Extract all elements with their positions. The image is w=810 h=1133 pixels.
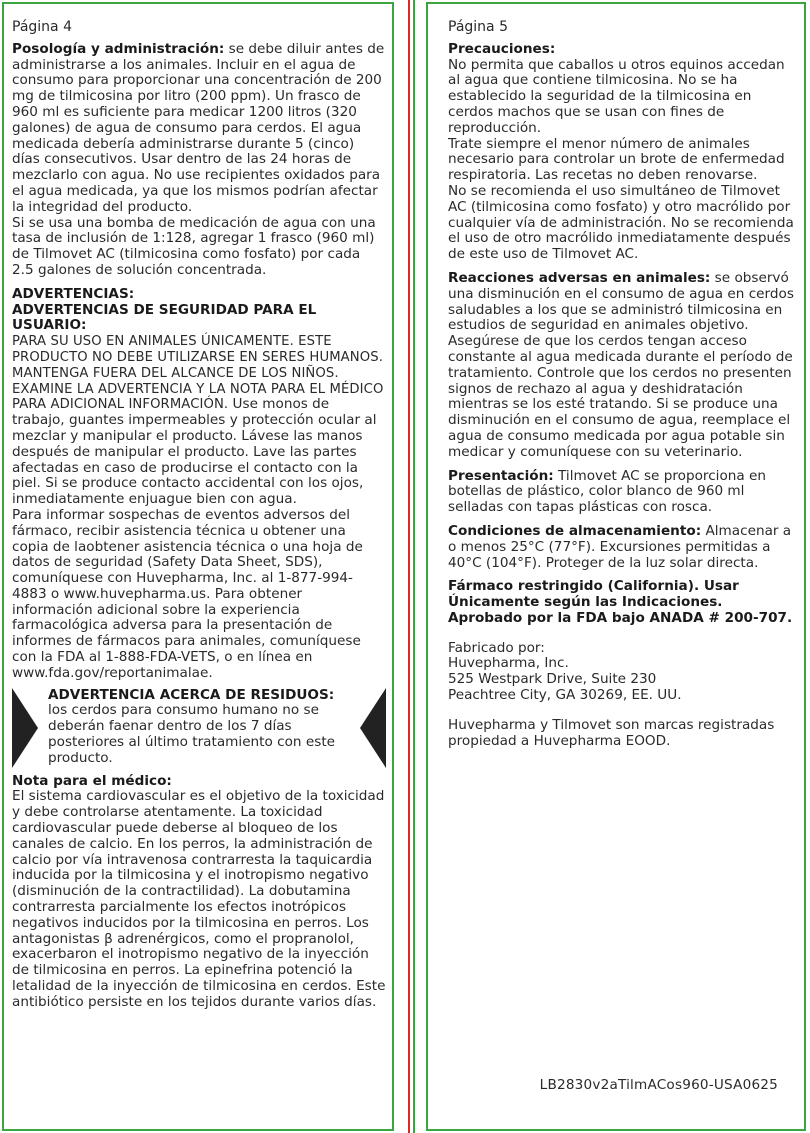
- dosage-heading: Posología y administración:: [12, 40, 225, 57]
- presentation-heading: Presentación:: [448, 467, 554, 484]
- precautions-paragraph-2: Trate siempre el menor número de animales necesario para controlar un brote de enfermedad respiratoria. Las recetas no deben renovarse.: [448, 135, 785, 184]
- divider-red-line: [408, 0, 410, 1133]
- page-4-panel: [2, 2, 394, 1131]
- page-4-label: Página 4: [12, 19, 72, 35]
- physician-heading: Nota para el médico:: [12, 772, 172, 789]
- arrow-right-icon: [360, 688, 386, 768]
- page-5-label: Página 5: [448, 19, 508, 35]
- physician-text: El sistema cardiovascular es el objetivo de la toxicidad y debe controlarse atentamente. La toxicidad cardiovascular puede deberse al bloqueo de los canales de calcio. En los perros, la administración de calcio por vía intravenosa contrarresta la taquicardia inducida por la tilmicosina y el inotropismo negativo (disminución de la contractilidad). La dobutamina contrarresta parcialmente los efectos inotrópicos negativos inducidos por la tilmicosina en perros. Los antagonistas β adrenérgicos, como el propranolol, exacerbaron el inotropismo negativo de la inyección de tilmicosina en perros. La epinefrina potenció la letalidad de la inyección de tilmicosina en cerdos. Este antibiótico persiste en los tejidos durante varios días.: [12, 788, 386, 1010]
- restricted-line-3: Aprobado por la FDA bajo ANADA # 200-707.: [448, 609, 793, 626]
- user-safety-section: [12, 334, 386, 508]
- precautions-paragraph-1: No permita que caballos u otros equinos accedan al agua que contiene tilmicosina. No se ha establecido la seguridad de la tilmicosina en cerdos machos que se usan con fines de reproducción.: [448, 56, 785, 136]
- storage-heading: Condiciones de almacenamiento:: [448, 522, 702, 539]
- residue-warning-box: [12, 688, 386, 768]
- dosage-section: [12, 42, 386, 216]
- presentation-section: [448, 469, 798, 516]
- divider-green-line: [413, 0, 415, 1133]
- residue-heading: ADVERTENCIA ACERCA DE RESIDUOS:: [48, 686, 335, 703]
- manufacturer-address-2: Peachtree City, GA 30269, EE. UU.: [448, 687, 682, 704]
- precautions-paragraph-3: No se recomienda el uso simultáneo de Tilmovet AC (tilmicosina como fosfato) y otro macrólido por cualquier vía de administración. No se recomienda el uso de otro macrólido inmediatamente después de este uso de Tilmovet AC.: [448, 182, 794, 263]
- precautions-heading: Precauciones:: [448, 40, 556, 57]
- warnings-heading: ADVERTENCIAS:: [12, 285, 135, 302]
- residue-warning: [48, 688, 354, 767]
- adverse-reactions-section: [448, 271, 798, 461]
- residue-text: los cerdos para consumo humano no se deberán faenar dentro de los 7 días posteriores al último tratamiento con este producto.: [48, 702, 336, 766]
- manufacturer-address-1: 525 Westpark Drive, Suite 230: [448, 671, 657, 688]
- page-4-content: [12, 20, 386, 1011]
- storage-section: [448, 524, 798, 571]
- restricted-line-1: Fármaco restringido (California). Usar: [448, 578, 739, 595]
- trademark-text: Huvepharma y Tilmovet son marcas registradas propiedad a Huvepharma EOOD.: [448, 716, 775, 749]
- user-safety-heading: ADVERTENCIAS DE SEGURIDAD PARA EL USUARIO:: [12, 301, 317, 334]
- user-safety-caps: PARA SU USO EN ANIMALES ÚNICAMENTE. ESTE PRODUCTO NO DEBE UTILIZARSE EN SERES HUMANOS. MANTENGA FUERA DEL ALCANCE DE LOS NIÑOS. EXAMINE LA ADVERTENCIA Y LA NOTA PARA EL MÉDICO PARA ADICIONAL INFORMACIÓN.: [12, 334, 384, 413]
- page-5-panel: [426, 2, 806, 1131]
- report-text: Para informar sospechas de eventos adversos del fármaco, recibir asistencia técnica u obtener una copia de laobtener asistencia técnica o una hoja de datos de seguridad (Safety Data Sheet, SDS), comuníquese con Huvepharma, Inc. al 1-877-994-4883 o www.huvepharma.us. Para obtener información adicional sobre la experiencia farmacológica adversa para la presentación de informes de fármacos para animales, comuníquese con la FDA al 1-888-FDA-VETS, o en línea en www.fda.gov/reportanimalae.: [12, 506, 363, 681]
- user-safety-text: Use monos de trabajo, guantes impermeables y protección ocular al mezclar y manipular el producto. Lávese las manos después de manipular el producto. Lave las partes afectadas en caso de producirse el contacto con la piel. Si se produce contacto accidental con los ojos, inmediatamente enjuague bien con agua.: [12, 396, 377, 508]
- arrow-left-icon: [12, 688, 38, 768]
- restricted-line-2: Únicamente según las Indicaciones.: [448, 594, 723, 611]
- adverse-text: se observó una disminución en el consumo de agua en cerdos saludables a los que se administró tilmicosina en estudios de seguridad en animales objetivo. Asegúrese de que los cerdos tengan acceso constante al agua medicada durante el período de tratamiento. Controle que los cerdos no presenten signos de rechazo al agua y deshidratación mientras se los esté tratando. Si se produce una disminución en el consumo de agua, reemplace el agua de consumo medicada por agua potable sin medicar y comuníquese con su veterinario.: [448, 269, 794, 460]
- label-code: LB2830v2aTilmACos960-USA0625: [539, 1077, 778, 1093]
- adverse-heading: Reacciones adversas en animales:: [448, 269, 711, 286]
- dosage-text: se debe diluir antes de administrarse a los animales. Incluir en el agua de consumo para proporcionar una concentración de 200 mg de tilmicosina por litro (200 ppm). Un frasco de 960 ml es suficiente para medicar 1200 litros (320 galones) de agua de consumo para cerdos. El agua medicada debería administrarse durante 5 (cinco) días consecutivos. Usar dentro de las 24 horas de mezclarlo con agua. No use recipientes oxidados para el agua medicada, ya que los mismos podrían afectar la integridad del producto.: [12, 40, 385, 215]
- presentation-text: Tilmovet AC se proporciona en botellas de plástico, color blanco de 960 ml selladas con tapas plásticas con rosca.: [448, 467, 767, 516]
- manufacturer-name: Huvepharma, Inc.: [448, 655, 569, 672]
- page-5-content: [448, 20, 798, 749]
- storage-text: Almacenar a o menos 25°C (77°F). Excursiones permitidas a 40°C (104°F). Proteger de la luz solar directa.: [448, 522, 792, 571]
- manufacturer-label: Fabricado por:: [448, 639, 545, 656]
- pump-text: Si se usa una bomba de medicación de agua con una tasa de inclusión de 1:128, agregar 1 frasco (960 ml) de Tilmovet AC (tilmicosina como fosfato) por cada 2.5 galones de solución concentrada.: [12, 214, 376, 278]
